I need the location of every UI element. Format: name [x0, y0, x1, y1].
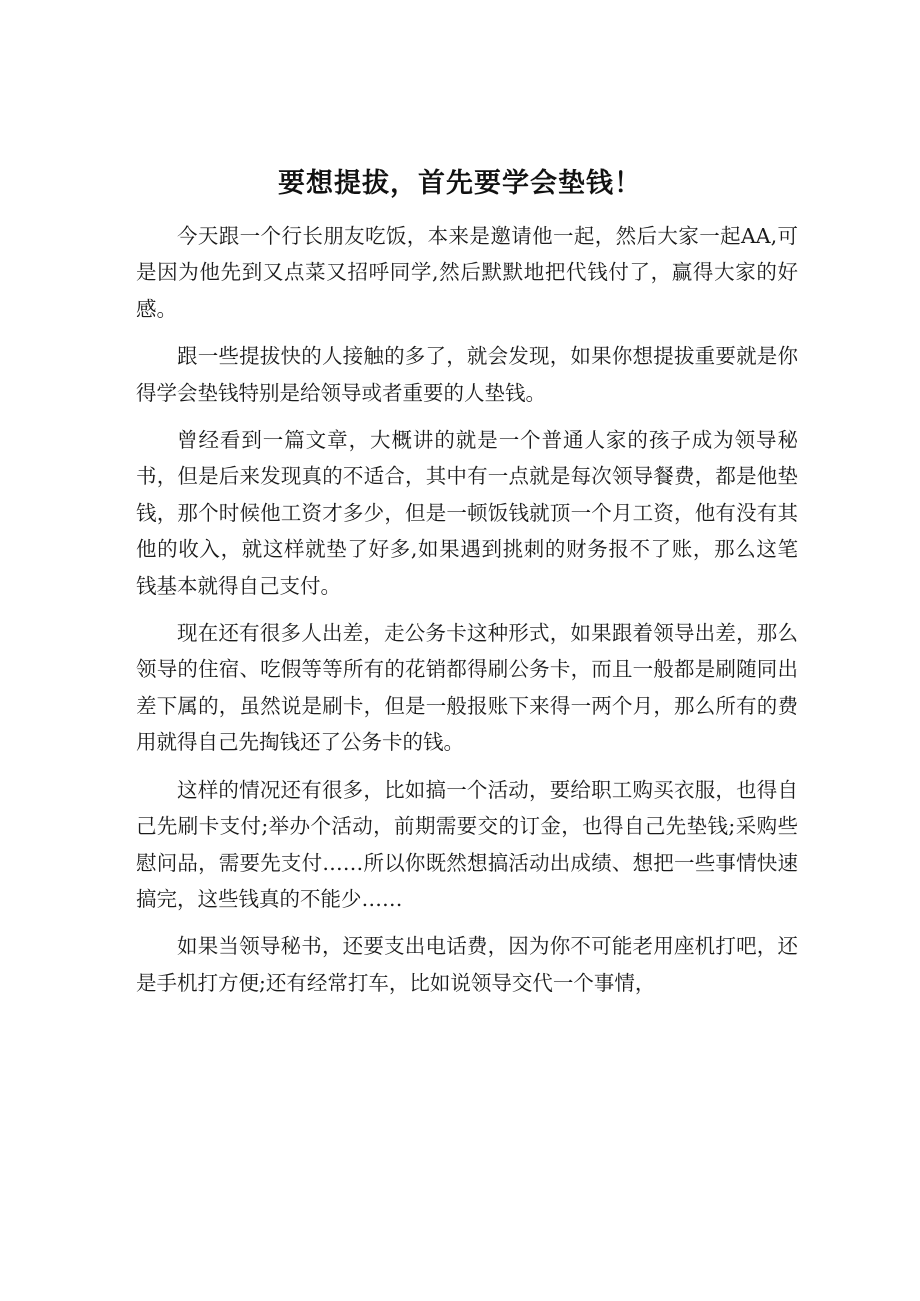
- paragraph-1: 今天跟一个行长朋友吃饭，本来是邀请他一起，然后大家一起AA,可是因为他先到又点菜又招呼同学,然后默默地把代钱付了，赢得大家的好感。: [136, 224, 798, 321]
- paragraph-2: 跟一些提拔快的人接触的多了，就会发现，如果你想提拔重要就是你得学会垫钱特别是给领导或者重要的人垫钱。: [136, 344, 798, 405]
- paragraph-4: 现在还有很多人出差，走公务卡这种形式，如果跟着领导出差，那么领导的住宿、吃假等等所有的花销都得刷公务卡，而且一般都是刷随同出差下属的，虽然说是刷卡，但是一般报账下来得一两个月，那么所有的费用就得自己先掏钱还了公务卡的钱。: [136, 621, 798, 755]
- paragraph-6: 如果当领导秘书，还要支出电话费，因为你不可能老用座机打吧，还是手机打方便;还有经常打车，比如说领导交代一个事情，: [136, 934, 798, 995]
- paragraph-5: 这样的情况还有很多，比如搞一个活动，要给职工购买衣服，也得自己先刷卡支付;举办个活动，前期需要交的订金，也得自己先垫钱;采购些慰问品，需要先支付……所以你既然想搞活动出成绩、想把一些事情快速搞完，这些钱真的不能少……: [136, 777, 798, 911]
- document-body: [136, 218, 798, 1012]
- document-title: 要想提拔，首先要学会垫钱！: [278, 168, 642, 199]
- paragraph-3: 曾经看到一篇文章，大概讲的就是一个普通人家的孩子成为领导秘书，但是后来发现真的不适合，其中有一点就是每次领导餐费，都是他垫钱，那个时候他工资才多少，但是一顿饭钱就顶一个月工资，他有没有其他的收入，就这样就垫了好多,如果遇到挑刺的财务报不了账，那么这笔钱基本就得自己支付。: [136, 428, 798, 598]
